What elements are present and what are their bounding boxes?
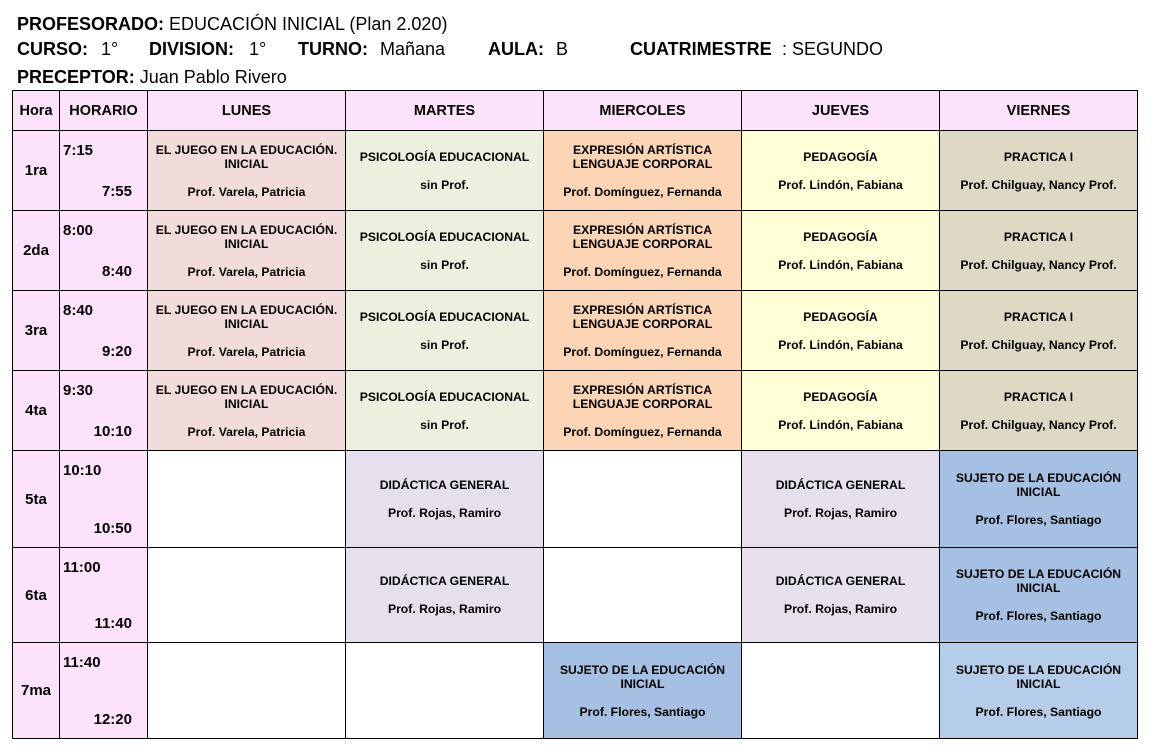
col-header-horario: HORARIO [60, 91, 148, 131]
horario-cell [60, 371, 148, 451]
start-time: 8:00 [63, 222, 94, 239]
professor-name: Prof. Chilguay, Nancy Prof. [960, 417, 1117, 432]
professor-name: sin Prof. [420, 337, 469, 352]
start-time: 7:15 [63, 142, 94, 159]
professor-name: Prof. Varela, Patricia [187, 184, 306, 199]
horario-cell [60, 451, 148, 548]
empty-cell-lunes [148, 643, 346, 739]
table-row [13, 291, 1138, 371]
professor-name: Prof. Chilguay, Nancy Prof. [960, 257, 1117, 272]
class-cell-martes[interactable] [346, 451, 544, 548]
class-cell-viernes[interactable] [940, 451, 1138, 548]
empty-cell-lunes [148, 548, 346, 643]
class-cell-jueves[interactable] [742, 131, 940, 211]
horario-cell [60, 643, 148, 739]
table-row [13, 548, 1138, 643]
class-cell-miercoles[interactable] [544, 131, 742, 211]
end-time: 10:10 [93, 423, 132, 440]
subject-name: EXPRESIÓN ARTÍSTICA LENGUAJE CORPORAL [572, 302, 713, 331]
subject-name: PRACTICA I [1003, 149, 1074, 164]
curso-line [17, 38, 1017, 60]
col-header-hora: Hora [13, 91, 60, 131]
class-cell-viernes[interactable] [940, 643, 1138, 739]
start-time: 11:40 [63, 654, 101, 671]
class-cell-jueves[interactable] [742, 451, 940, 548]
start-time: 9:30 [63, 382, 94, 399]
profesorado-line [17, 13, 447, 35]
col-header-martes: MARTES [346, 91, 544, 131]
subject-name: EXPRESIÓN ARTÍSTICA LENGUAJE CORPORAL [572, 382, 713, 411]
aula-label: AULA [488, 39, 538, 59]
col-header-lunes: LUNES [148, 91, 346, 131]
empty-cell-lunes [148, 451, 346, 548]
end-time: 11:40 [94, 615, 132, 632]
preceptor-value: Juan Pablo Rivero [139, 67, 287, 87]
table-row [13, 371, 1138, 451]
professor-name: Prof. Chilguay, Nancy Prof. [960, 337, 1117, 352]
preceptor-label: PRECEPTOR: [17, 67, 135, 87]
professor-name: Prof. Domínguez, Fernanda [563, 184, 722, 199]
start-time: 8:40 [63, 302, 94, 319]
subject-name: PEDAGOGÍA [803, 389, 878, 404]
subject-name: PSICOLOGÍA EDUCACIONAL [359, 309, 530, 324]
professor-name: Prof. Flores, Santiago [975, 513, 1102, 527]
class-cell-martes[interactable] [346, 131, 544, 211]
professor-name: Prof. Flores, Santiago [579, 704, 706, 719]
professor-name: Prof. Lindón, Fabiana [778, 257, 903, 272]
professor-name: Prof. Domínguez, Fernanda [563, 264, 722, 279]
turno-label: TURNO: [298, 39, 368, 59]
subject-name: PRACTICA I [1003, 229, 1074, 244]
hora-cell: 1ra [13, 131, 60, 211]
subject-name: PRACTICA I [1003, 389, 1074, 404]
professor-name: Prof. Rojas, Ramiro [387, 602, 502, 616]
class-cell-lunes[interactable] [148, 371, 346, 451]
class-cell-martes[interactable] [346, 211, 544, 291]
professor-name: Prof. Flores, Santiago [975, 704, 1102, 719]
subject-name: PRACTICA I [1003, 309, 1074, 324]
aula-value: B [556, 39, 569, 59]
subject-name: PSICOLOGÍA EDUCACIONAL [359, 229, 530, 244]
professor-name: sin Prof. [420, 417, 469, 432]
end-time: 10:50 [93, 520, 132, 537]
professor-name: Prof. Domínguez, Fernanda [563, 424, 722, 439]
empty-cell-miercoles [544, 548, 742, 643]
subject-name: DIDÁCTICA GENERAL [775, 478, 906, 492]
hora-cell: 3ra [13, 291, 60, 371]
professor-name: Prof. Chilguay, Nancy Prof. [960, 177, 1117, 192]
class-cell-lunes[interactable] [148, 131, 346, 211]
start-time: 10:10 [63, 462, 102, 479]
professor-name: Prof. Varela, Patricia [187, 264, 306, 279]
subject-name: EL JUEGO EN LA EDUCACIÓN. INICIAL [155, 382, 338, 411]
class-cell-jueves[interactable] [742, 211, 940, 291]
cuatrimestre-label: CUATRIMESTRE [630, 39, 772, 59]
col-header-viernes: VIERNES [940, 91, 1138, 131]
subject-name: EL JUEGO EN LA EDUCACIÓN. INICIAL [155, 302, 338, 331]
subject-name: SUJETO DE LA EDUCACIÓN INICIAL [559, 662, 726, 691]
profesorado-label: PROFESORADO: [17, 14, 165, 34]
class-cell-viernes[interactable] [940, 548, 1138, 643]
class-cell-viernes[interactable] [940, 291, 1138, 371]
hora-cell: 5ta [13, 451, 60, 548]
turno-value: Mañana [380, 39, 446, 59]
subject-name: PSICOLOGÍA EDUCACIONAL [359, 389, 530, 404]
subject-name: SUJETO DE LA EDUCACIÓN INICIAL [955, 471, 1122, 499]
preceptor-line [17, 66, 287, 88]
subject-name: EXPRESIÓN ARTÍSTICA LENGUAJE CORPORAL [572, 222, 713, 251]
professor-name: Prof. Lindón, Fabiana [778, 177, 903, 192]
division-value: 1° [249, 39, 267, 59]
empty-cell-jueves [742, 643, 940, 739]
curso-value: 1° [101, 39, 119, 59]
class-cell-viernes[interactable] [940, 371, 1138, 451]
professor-name: sin Prof. [420, 177, 469, 192]
subject-name: PSICOLOGÍA EDUCACIONAL [359, 149, 530, 164]
class-cell-jueves[interactable] [742, 548, 940, 643]
class-cell-martes[interactable] [346, 291, 544, 371]
subject-name: SUJETO DE LA EDUCACIÓN INICIAL [955, 567, 1122, 595]
subject-name: PEDAGOGÍA [803, 149, 878, 164]
horario-cell [60, 211, 148, 291]
class-cell-lunes[interactable] [148, 211, 346, 291]
subject-name: EXPRESIÓN ARTÍSTICA LENGUAJE CORPORAL [572, 142, 713, 171]
table-row [13, 131, 1138, 211]
horario-cell [60, 291, 148, 371]
professor-name: Prof. Lindón, Fabiana [778, 337, 903, 352]
schedule-table [12, 90, 1138, 739]
profesorado-value: EDUCACIÓN INICIAL (Plan 2.020) [169, 14, 448, 34]
table-row [13, 451, 1138, 548]
class-cell-lunes[interactable] [148, 291, 346, 371]
start-time: 11:00 [63, 559, 101, 576]
hora-cell: 7ma [13, 643, 60, 739]
professor-name: Prof. Varela, Patricia [187, 424, 306, 439]
col-header-jueves: JUEVES [742, 91, 940, 131]
table-header-row [13, 91, 1138, 131]
hora-cell: 6ta [13, 548, 60, 643]
hora-cell: 4ta [13, 371, 60, 451]
hora-cell: 2da [13, 211, 60, 291]
professor-name: Prof. Flores, Santiago [975, 609, 1102, 623]
professor-name: Prof. Rojas, Ramiro [783, 602, 898, 616]
subject-name: PEDAGOGÍA [803, 309, 878, 324]
horario-cell [60, 131, 148, 211]
professor-name: sin Prof. [420, 257, 469, 272]
empty-cell-martes [346, 643, 544, 739]
horario-cell [60, 548, 148, 643]
empty-cell-miercoles [544, 451, 742, 548]
curso-label: CURSO: [17, 39, 88, 59]
col-header-miercoles: MIERCOLES [544, 91, 742, 131]
subject-name: EL JUEGO EN LA EDUCACIÓN. INICIAL [155, 142, 338, 171]
professor-name: Prof. Rojas, Ramiro [387, 506, 502, 520]
table-row [13, 211, 1138, 291]
subject-name: DIDÁCTICA GENERAL [379, 574, 510, 588]
class-cell-jueves[interactable] [742, 371, 940, 451]
subject-name: SUJETO DE LA EDUCACIÓN INICIAL [955, 662, 1122, 691]
class-cell-miercoles[interactable] [544, 291, 742, 371]
class-cell-jueves[interactable] [742, 291, 940, 371]
class-cell-viernes[interactable] [940, 211, 1138, 291]
professor-name: Prof. Lindón, Fabiana [778, 417, 903, 432]
end-time: 9:20 [101, 343, 132, 360]
class-cell-miercoles[interactable] [544, 371, 742, 451]
end-time: 7:55 [101, 183, 132, 200]
class-cell-viernes[interactable] [940, 131, 1138, 211]
class-cell-miercoles[interactable] [544, 211, 742, 291]
division-label: DIVISION: [149, 39, 235, 59]
end-time: 8:40 [101, 263, 132, 280]
professor-name: Prof. Rojas, Ramiro [783, 506, 898, 520]
class-cell-martes[interactable] [346, 548, 544, 643]
aula-colon: : [538, 39, 544, 59]
table-row [13, 643, 1138, 739]
subject-name: DIDÁCTICA GENERAL [379, 478, 510, 492]
class-cell-martes[interactable] [346, 371, 544, 451]
end-time: 12:20 [93, 711, 132, 728]
class-cell-miercoles[interactable] [544, 643, 742, 739]
subject-name: PEDAGOGÍA [803, 229, 878, 244]
subject-name: EL JUEGO EN LA EDUCACIÓN. INICIAL [155, 222, 338, 251]
cuatrimestre-value: : SEGUNDO [782, 39, 884, 59]
professor-name: Prof. Domínguez, Fernanda [563, 344, 722, 359]
subject-name: DIDÁCTICA GENERAL [775, 574, 906, 588]
professor-name: Prof. Varela, Patricia [187, 344, 306, 359]
